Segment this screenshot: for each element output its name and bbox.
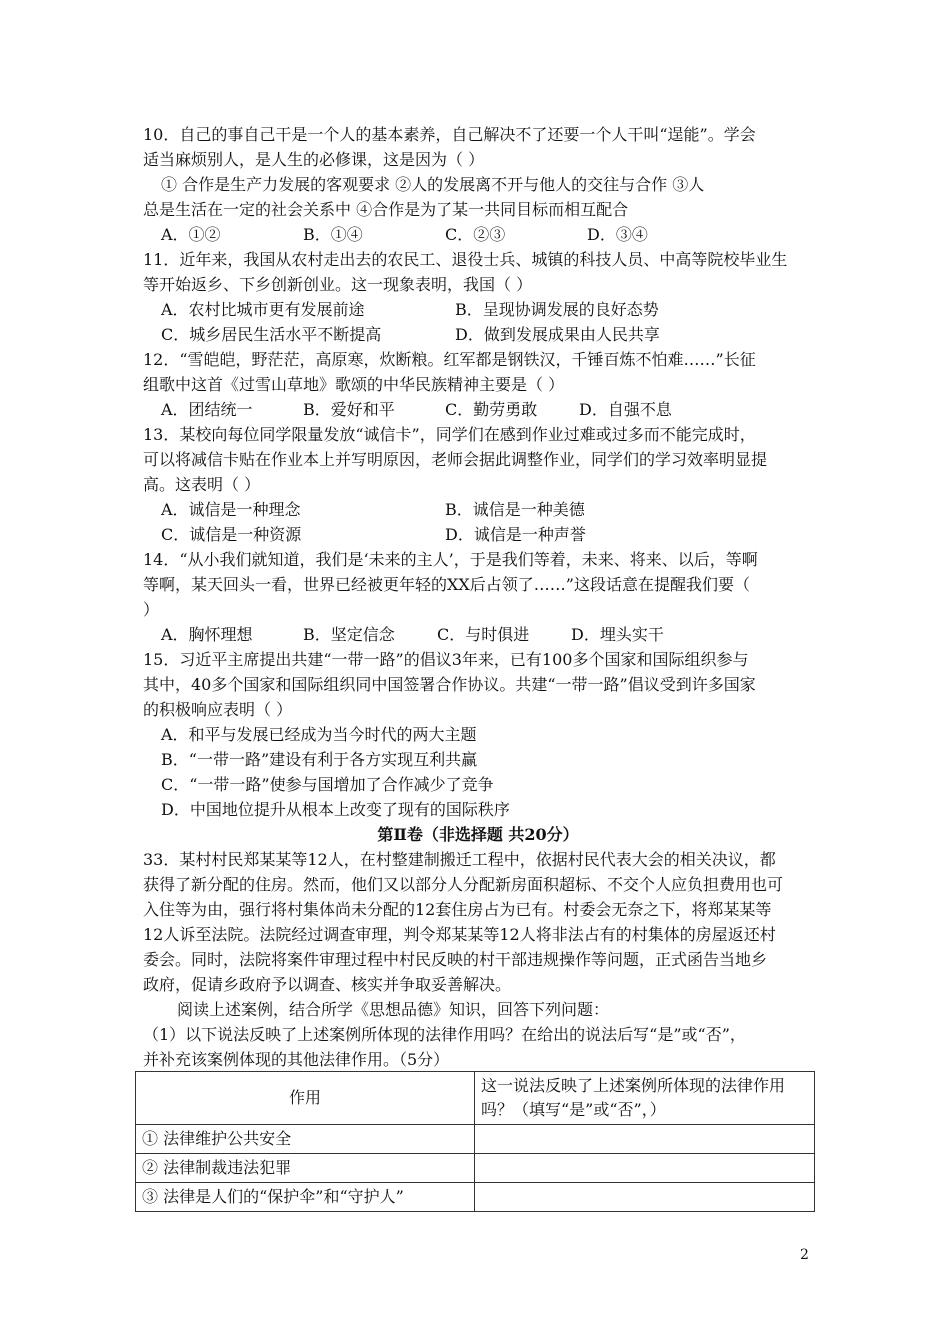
q15-option-c: C．“一带一路”使参与国增加了合作减少了竞争 xyxy=(161,775,494,794)
q12-stem-line-1: 12．“雪皑皑，野茫茫，高原寒，炊断粮。红军都是钢铁汉，千锤百炼不怕难……”长征 xyxy=(143,350,756,369)
q33-case-line-2: 获得了新分配的住房。然而，他们又以部分人分配新房面积超标、不交个人应负担费用也可 xyxy=(143,875,784,894)
q11-option-a: A．农村比城市更有发展前途 xyxy=(161,300,365,319)
q33-case-line-4: 12人诉至法院。法院经过调查审理，判令郑某某等12人将非法占有的村集体的房屋返还村 xyxy=(143,925,776,944)
q14-option-b: B．坚定信念 xyxy=(303,625,395,644)
q11-options-row-1 xyxy=(143,297,813,322)
table-row-2-function: ② 法律制裁违法犯罪 xyxy=(136,1154,475,1183)
q12-options xyxy=(143,397,813,422)
q14-options xyxy=(143,622,813,647)
q10-stem-line-2: 适当麻烦别人，是人生的必修课，这是因为（ ） xyxy=(143,150,485,169)
table-row-1-function: ① 法律维护公共安全 xyxy=(136,1125,475,1154)
q14-stem-line-1: 14．“从小我们就知道，我们是‘未来的主人’，于是我们等着，未来、将来、以后，等啊 xyxy=(143,550,758,569)
table-header-answer xyxy=(475,1072,815,1125)
q11-options-row-2 xyxy=(143,322,813,347)
q11-option-d: D．做到发展成果由人民共享 xyxy=(455,325,660,344)
table-header-answer-line-2: 吗？（填写“是”或“否”，） xyxy=(481,1100,666,1119)
q12-option-c: C．勤劳勇敢 xyxy=(445,400,538,419)
q14-stem-line-3: ） xyxy=(143,600,160,619)
q11-option-b: B．呈现协调发展的良好态势 xyxy=(455,300,659,319)
q13-stem-line-2: 可以将减信卡贴在作业本上并写明原因，老师会据此调整作业，同学们的学习效率明显提 xyxy=(143,450,768,469)
q10-option-c: C．②③ xyxy=(445,225,506,244)
q15-option-a: A．和平与发展已经成为当今时代的两大主题 xyxy=(161,725,477,744)
q10-stem-line-1: 10．自己的事自己干是一个人的基本素养，自己解决不了还要一个人干叫“逞能”。学会 xyxy=(143,125,756,144)
q10-statement-line-2: 总是生活在一定的社会关系中 ④合作是为了某一共同目标而相互配合 xyxy=(143,200,629,219)
q15-stem-line-1: 15．习近平主席提出共建“一带一路”的倡议3年来，已有100多个国家和国际组织参与 xyxy=(143,650,749,669)
q15-stem-line-3: 的积极响应表明（ ） xyxy=(143,700,293,719)
table-row xyxy=(136,1183,815,1212)
table-row-2-answer-cell[interactable] xyxy=(475,1154,815,1183)
q12-option-d: D．自强不息 xyxy=(579,400,672,419)
q13-options-row-1 xyxy=(143,497,813,522)
table-header-row xyxy=(136,1072,815,1125)
q11-option-c: C．城乡居民生活水平不断提高 xyxy=(161,325,382,344)
table-row-1-answer-cell[interactable] xyxy=(475,1125,815,1154)
table-row xyxy=(136,1125,815,1154)
q11-stem-line-1: 11．近年来，我国从农村走出去的农民工、退役士兵、城镇的科技人员、中高等院校毕业生 xyxy=(143,250,788,269)
table-header-function: 作用 xyxy=(136,1072,475,1125)
q12-option-b: B．爱好和平 xyxy=(303,400,395,419)
q33-case-line-3: 入住等为由，强行将村集体尚未分配的12套住房占为已有。村委会无奈之下，将郑某某等 xyxy=(143,900,772,919)
table-header-answer-line-1: 这一说法反映了上述案例所体现的法律作用 xyxy=(481,1076,786,1095)
question-content xyxy=(143,122,813,1072)
q13-stem-line-1: 13．某校向每位同学限量发放“诚信卡”，同学们在感到作业过难或过多而不能完成时， xyxy=(143,425,756,444)
q15-option-d: D．中国地位提升从根本上改变了现有的国际秩序 xyxy=(161,800,510,819)
q12-stem-line-2: 组歌中这首《过雪山草地》歌颂的中华民族精神主要是（ ） xyxy=(143,375,565,394)
q14-stem-line-2: 等啊，某天回头一看，世界已经被更年轻的XX后占领了……”这段话意在提醒我们要（ xyxy=(143,575,750,594)
q13-option-b: B．诚信是一种美德 xyxy=(445,500,585,519)
table-row xyxy=(136,1154,815,1183)
q13-options-row-2 xyxy=(143,522,813,547)
q12-option-a: A．团结统一 xyxy=(161,400,253,419)
q10-option-d: D．③④ xyxy=(587,225,648,244)
q33-case-line-1: 33．某村村民郑某某等12人，在村整建制搬迁工程中，依据村民代表大会的相关决议，都 xyxy=(143,850,776,869)
q10-options xyxy=(143,222,813,247)
q13-option-c: C．诚信是一种资源 xyxy=(161,525,302,544)
q14-option-d: D．埋头实干 xyxy=(571,625,664,644)
q15-stem-line-2: 其中，40多个国家和国际组织同中国签署合作协议。共建“一带一路”倡议受到许多国家 xyxy=(143,675,756,694)
q13-option-d: D．诚信是一种声誉 xyxy=(445,525,586,544)
q10-option-b: B．①④ xyxy=(303,225,363,244)
q10-option-a: A．①② xyxy=(161,225,221,244)
table-row-3-function: ③ 法律是人们的“保护伞”和“守护人” xyxy=(136,1183,475,1212)
q11-stem-line-2: 等开始返乡、下乡创新创业。这一现象表明，我国（ ） xyxy=(143,275,533,294)
q33-sub1-line-1: （1）以下说法反映了上述案例所体现的法律作用吗？在给出的说法后写“是”或“否”， xyxy=(143,1025,746,1044)
q33-case-line-6: 政府，促请乡政府予以调查、核实并争取妥善解决。 xyxy=(143,975,512,994)
q15-option-b: B．“一带一路”建设有利于各方实现互利共赢 xyxy=(161,750,478,769)
q33-sub1-line-2: 并补充该案例体现的其他法律作用。（5分） xyxy=(143,1050,450,1069)
q33-case-line-5: 委会。同时，法院将案件审理过程中村民反映的村干部违规操作等问题，正式函告当地乡 xyxy=(143,950,768,969)
q13-option-a: A．诚信是一种理念 xyxy=(161,500,301,519)
q14-option-a: A．胸怀理想 xyxy=(161,625,253,644)
law-function-table xyxy=(135,1071,815,1212)
q33-instruction: 阅读上述案例，结合所学《思想品德》知识，回答下列问题： xyxy=(177,1000,610,1019)
q14-option-c: C．与时俱进 xyxy=(437,625,530,644)
table-row-3-answer-cell[interactable] xyxy=(475,1183,815,1212)
q13-stem-line-3: 高。这表明（ ） xyxy=(143,475,261,494)
section-2-heading: 第Ⅱ卷（非选择题 共20分） xyxy=(377,825,579,844)
q10-statement-line-1: ① 合作是生产力发展的客观要求 ②人的发展离不开与他人的交往与合作 ③人 xyxy=(161,175,705,194)
page-number: 2 xyxy=(800,1247,809,1263)
